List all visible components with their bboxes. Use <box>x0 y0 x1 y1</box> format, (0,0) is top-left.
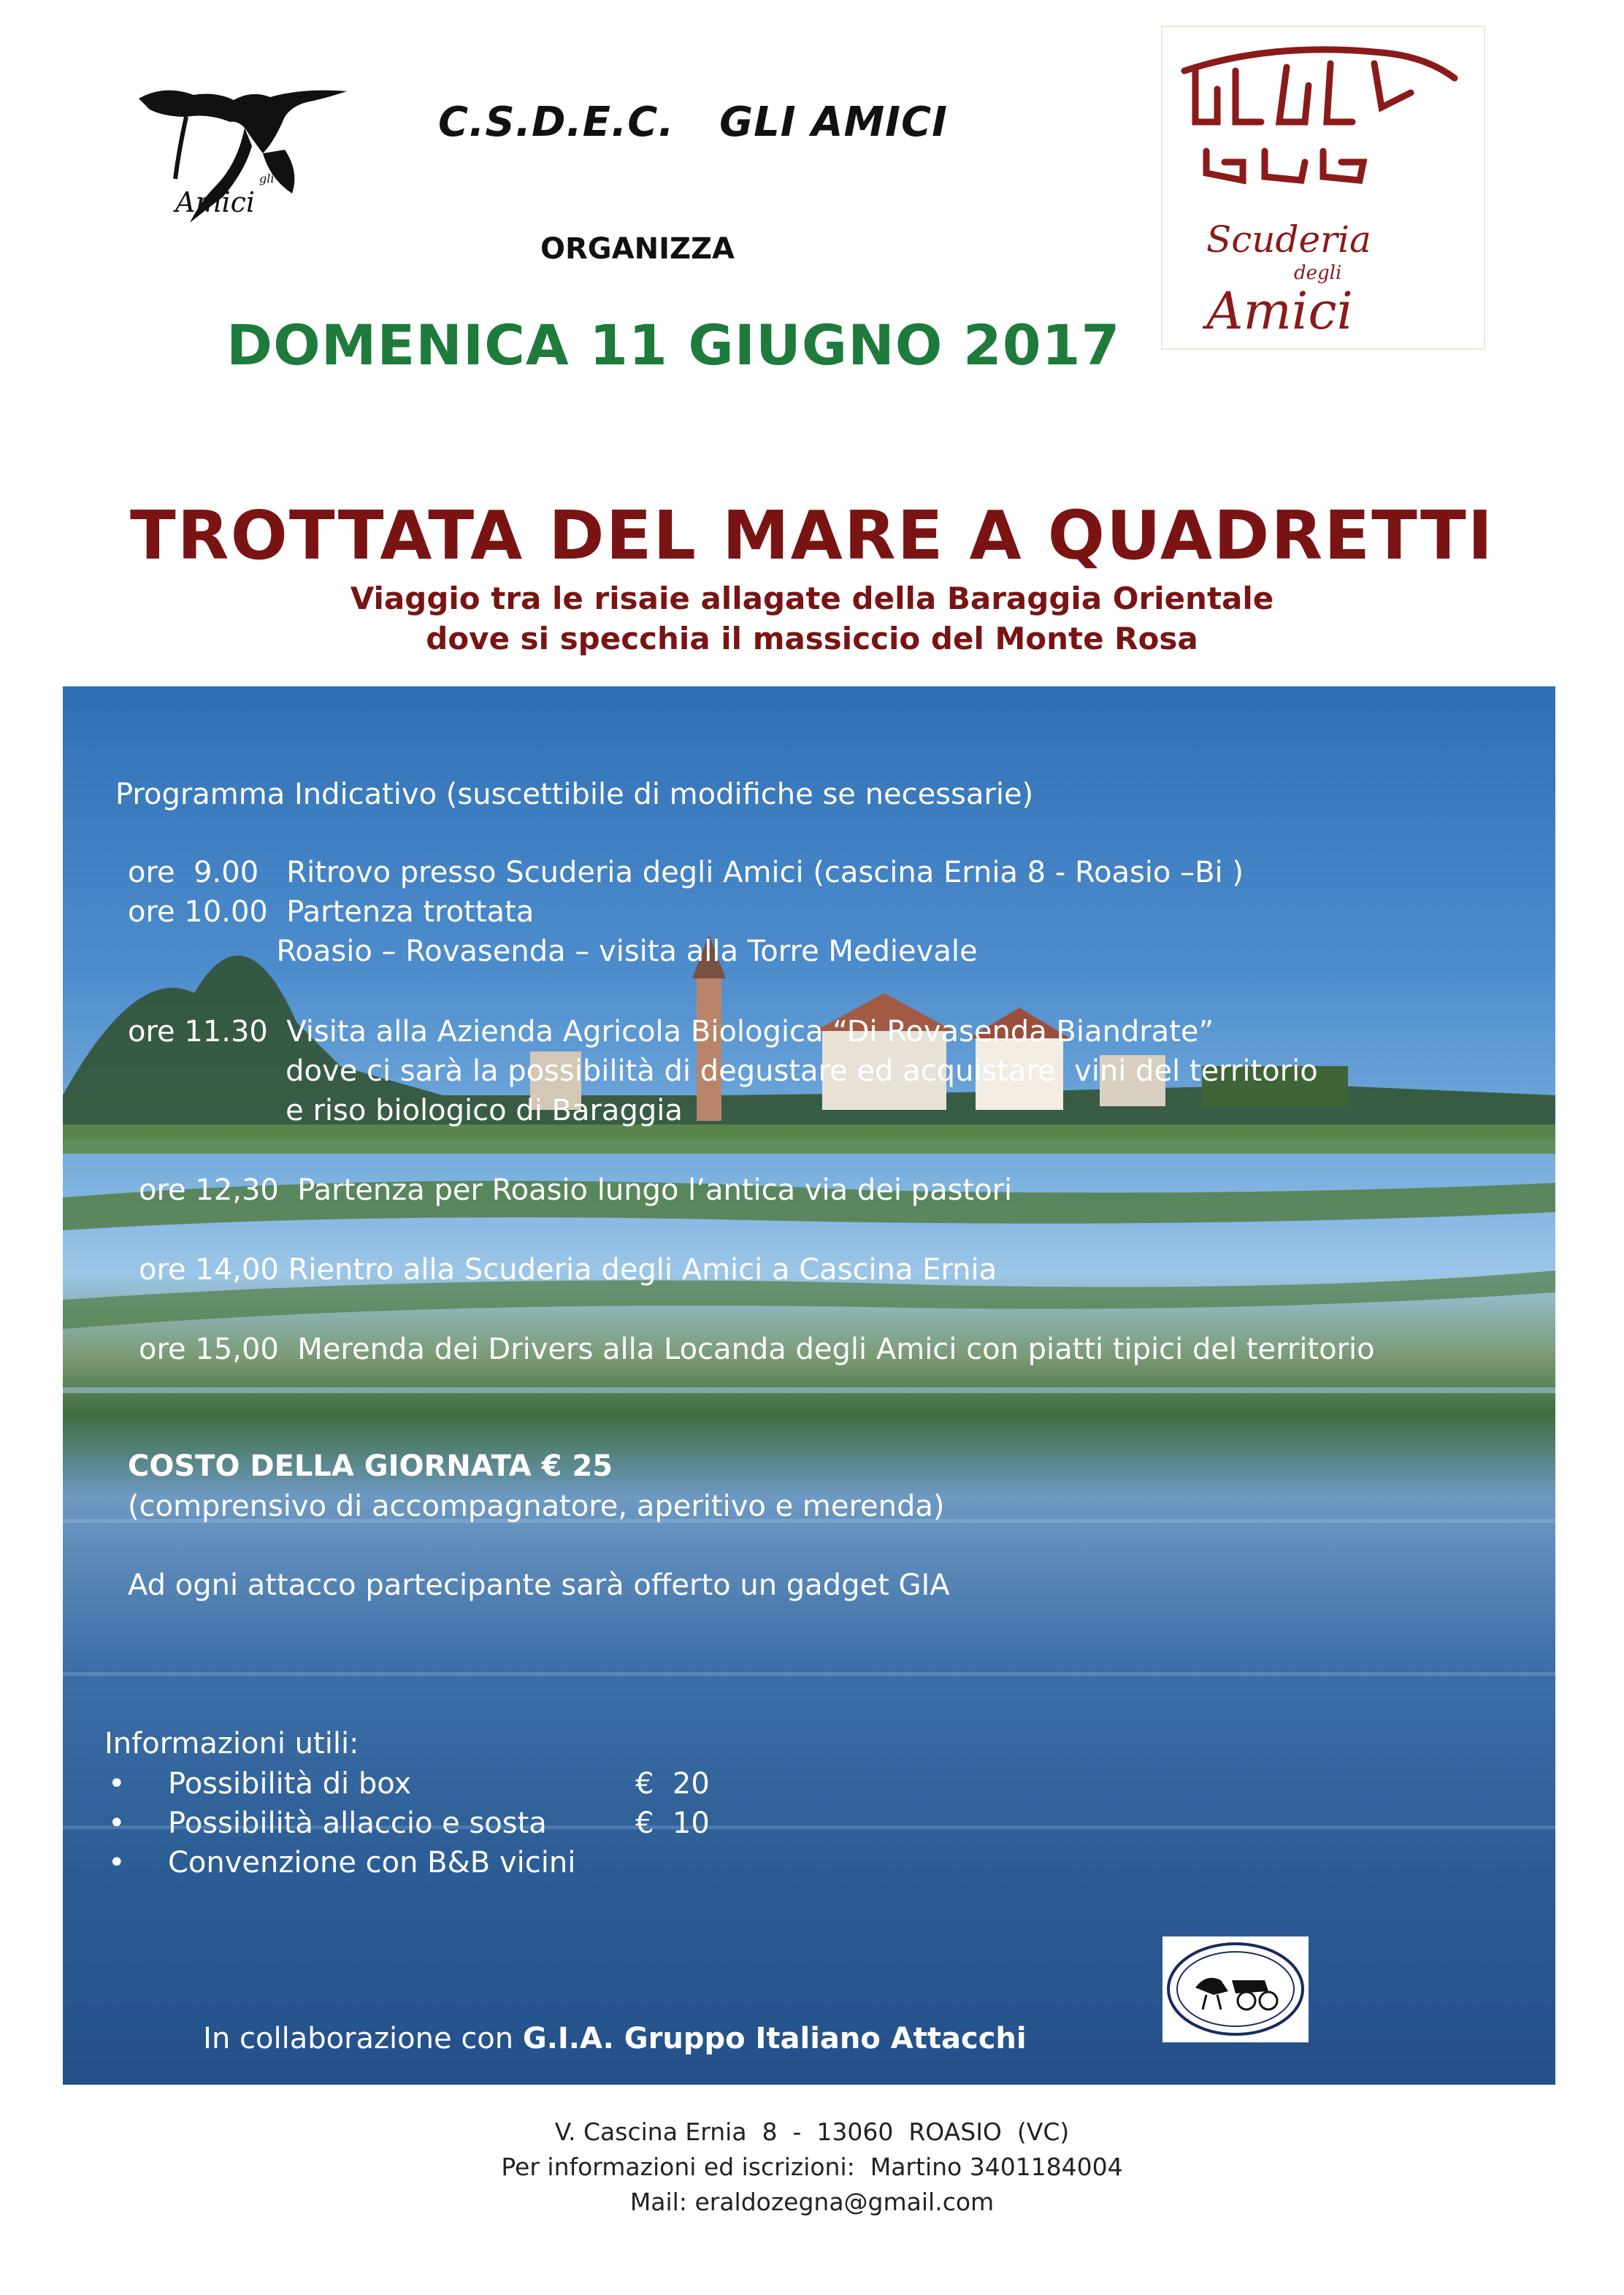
cost-note: (comprensivo di accompagnatore, aperitivo e merenda) <box>128 1490 945 1523</box>
program-line: ore 11.30 Visita alla Azienda Agricola Biologica “Di Rovasenda Biandrate” <box>128 1015 1214 1049</box>
scuderia-logo-line3: Amici <box>1206 281 1353 341</box>
program-line: ore 15,00 Merenda dei Drivers alla Locanda degli Amici con piatti tipici del territorio <box>139 1333 1375 1366</box>
program-line: dove ci sarà la possibilità di degustare ed acquistare vini del territorio <box>128 1054 1318 1088</box>
program-line: ore 9.00 Ritrovo presso Scuderia degli Amici (cascina Ernia 8 - Roasio –Bi ) <box>128 856 1244 889</box>
collaboration-name: G.I.A. Gruppo Italiano Attacchi <box>522 2022 1027 2055</box>
gadget-note: Ad ogni attacco partecipante sarà offerto un gadget GIA <box>128 1568 950 1602</box>
logo-script-big: Amici <box>175 186 256 218</box>
gia-logo <box>1163 1936 1309 2042</box>
bullet-icon: • <box>108 1807 126 1840</box>
collaboration-prefix: In collaborazione con <box>203 2022 523 2055</box>
footer-mail[interactable]: Mail: eraldozegna@gmail.com <box>629 2188 995 2216</box>
info-item-label: Possibilità allaccio e sosta <box>168 1807 547 1840</box>
scuderia-logo-line1: Scuderia <box>1206 218 1371 261</box>
footer-contact: Per informazioni ed iscrizioni: Martino 3401184004 <box>501 2153 1123 2181</box>
gli-amici-logo <box>135 77 361 234</box>
horses-carriage-logo-icon <box>1163 27 1484 217</box>
program-line: e riso biologico di Baraggia <box>128 1094 683 1127</box>
bullet-icon: • <box>108 1846 126 1880</box>
info-heading: Informazioni utili: <box>104 1727 359 1760</box>
cost-label: COSTO DELLA GIORNATA € 25 <box>128 1449 613 1483</box>
organizza-label: ORGANIZZA <box>540 232 735 266</box>
logo-script-small: gli <box>259 172 275 185</box>
program-line: ore 14,00 Rientro alla Scuderia degli Amici a Cascina Ernia <box>139 1253 997 1287</box>
program-heading: Programma Indicativo (suscettibile di modifiche se necessarie) <box>115 778 1034 811</box>
program-line: Roasio – Rovasenda – visita alla Torre Medievale <box>128 935 978 968</box>
event-subtitle-line2: dove si specchia il massiccio del Monte Rosa <box>426 621 1198 656</box>
info-item-price: € 20 <box>635 1767 710 1801</box>
event-title: TROTTATA DEL MARE A QUADRETTI <box>130 497 1494 575</box>
bullet-icon: • <box>108 1767 126 1801</box>
collaboration-line <box>196 2008 1027 2055</box>
info-item-price: € 10 <box>635 1807 710 1840</box>
program-line: ore 12,30 Partenza per Roasio lungo l’antica via dei pastori <box>139 1173 1013 1207</box>
scuderia-logo <box>1161 26 1485 350</box>
scuderia-logo-line2: degli <box>1294 262 1342 284</box>
info-item-label: Possibilità di box <box>168 1767 412 1801</box>
footer-address: V. Cascina Ernia 8 - 13060 ROASIO (VC) <box>554 2118 1070 2146</box>
info-item-label: Convenzione con B&B vicini <box>168 1846 576 1880</box>
organizer-title: C.S.D.E.C. GLI AMICI <box>438 99 948 146</box>
program-line: ore 10.00 Partenza trottata <box>128 895 535 929</box>
event-subtitle-line1: Viaggio tra le risaie allagate della Baraggia Orientale <box>350 581 1274 616</box>
gia-carriage-logo-icon <box>1163 1936 1309 2042</box>
event-date: DOMENICA 11 GIUGNO 2017 <box>226 313 1121 378</box>
